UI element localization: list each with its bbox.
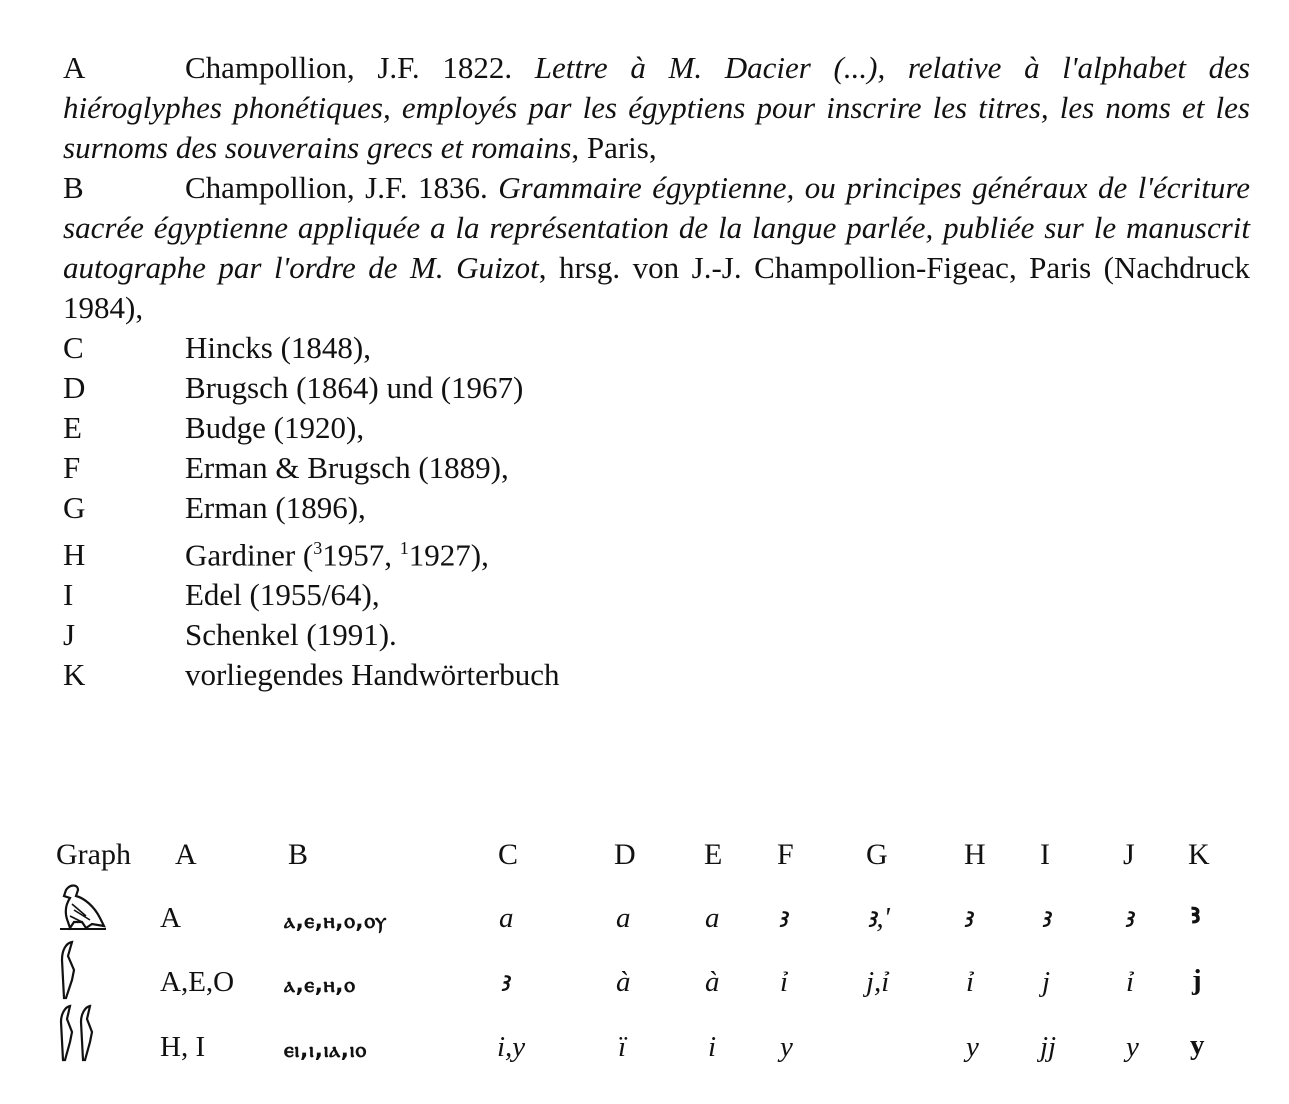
reference-title: Grammaire égyptienne, ou principes généraux de l'écriture sacrée égyptienne appliquée a la représentation de la langue parlée, publiée sur le manuscrit autographe par l'ordre de M. Guizot: [63, 170, 1251, 285]
reference-list: [63, 48, 1250, 695]
table-cell: ỉ: [780, 966, 789, 998]
table-header: E: [704, 838, 723, 871]
table-cell: jj: [1040, 1031, 1057, 1063]
table-cell: à: [616, 966, 631, 998]
reference-text: 1927),: [408, 537, 489, 573]
reference-key: B: [63, 170, 84, 205]
reference-key: E: [63, 410, 82, 445]
table-cell: a: [616, 902, 631, 934]
double-reed-hieroglyph-icon: [58, 1004, 98, 1064]
table-cell: ꜣ,': [866, 902, 890, 934]
table-cell: ỉ: [1126, 966, 1135, 998]
reference-text: Edel (1955/64),: [185, 577, 380, 613]
table-cell: ꜣ: [962, 902, 973, 934]
table-cell: y: [1190, 1029, 1205, 1061]
table-header: H: [964, 838, 986, 871]
reference-key: H: [63, 537, 86, 573]
reference-text: 1957,: [322, 537, 400, 573]
table-cell: A,E,O: [160, 966, 235, 998]
table-cell: ⲉⲓ,ⲓ,ⲓⲁ,ⲓⲟ: [284, 1038, 367, 1063]
table-header: F: [777, 838, 794, 871]
reference-key: G: [63, 490, 86, 525]
table-cell: ỉ: [966, 966, 975, 998]
table-cell: i,y: [497, 1031, 526, 1063]
table-header: B: [288, 838, 309, 871]
table-header: C: [498, 838, 519, 871]
reed-leaf-hieroglyph-icon: [58, 940, 80, 1000]
reference-key: F: [63, 450, 81, 485]
reference-text: vorliegendes Handwörterbuch: [185, 657, 560, 693]
table-cell: a: [705, 902, 720, 934]
reference-text: Schenkel (1991).: [185, 617, 397, 653]
reference-item: [63, 488, 1250, 528]
table-header: Graph: [56, 838, 131, 871]
reference-text: Hincks (1848),: [185, 330, 371, 365]
table-cell: ꜣ: [777, 902, 788, 934]
table-header: A: [175, 838, 197, 871]
table-cell: i: [708, 1031, 717, 1063]
table-header: G: [866, 838, 888, 871]
reference-key: D: [63, 370, 86, 405]
table-cell: a: [499, 902, 514, 934]
table-cell: A: [160, 902, 181, 934]
reference-text: Brugsch (1864) und (1967): [185, 370, 524, 405]
table-cell: ꜣ: [1190, 898, 1201, 930]
reference-item: [63, 48, 1250, 168]
reference-item: [63, 448, 1250, 488]
reference-item: [63, 328, 1250, 368]
reference-key: C: [63, 330, 84, 365]
reference-item: [63, 575, 1250, 615]
table-cell: ï: [618, 1031, 627, 1063]
reference-item: [63, 368, 1250, 408]
reference-author: Champollion, J.F. 1822.: [185, 50, 513, 85]
reference-item: [63, 408, 1250, 448]
table-cell: ꜣ: [1040, 902, 1051, 934]
table-cell: j,ỉ: [866, 966, 890, 998]
reference-item: [63, 528, 1250, 575]
table-header: D: [614, 838, 636, 871]
table-cell: ꜣ: [1123, 902, 1134, 934]
reference-key: I: [63, 577, 74, 613]
reference-item: [63, 615, 1250, 655]
table-cell: y: [966, 1031, 979, 1063]
reference-rest: , hrsg. von J.-J. Champollion-Figeac, Paris (Nachdruck 1984),: [63, 250, 1250, 325]
table-cell: H, I: [160, 1031, 206, 1063]
reference-text: Budge (1920),: [185, 410, 365, 445]
reference-title: Lettre à M. Dacier (...), relative à l'alphabet des hiéroglyphes phonétiques, employés par les égyptiens pour inscrire les titres, les noms et les surnoms des souverains grecs et romains: [63, 50, 1251, 165]
table-cell: y: [1126, 1031, 1139, 1063]
reference-text: Gardiner (: [185, 537, 314, 573]
superscript: 1: [399, 538, 409, 558]
table-header: K: [1188, 838, 1210, 871]
reference-key: K: [63, 657, 86, 693]
reference-rest: , Paris,: [571, 130, 657, 165]
table-cell: y: [780, 1031, 793, 1063]
table-header: J: [1123, 838, 1135, 871]
table-cell: ⲁ,ⲉ,ⲏ,ⲟ,ⲟⲩ: [284, 909, 387, 934]
reference-item: [63, 655, 1250, 695]
reference-key: A: [63, 50, 86, 85]
vulture-hieroglyph-icon: [56, 882, 108, 932]
superscript: 3: [313, 538, 323, 558]
reference-item: [63, 168, 1250, 328]
reference-text: Erman & Brugsch (1889),: [185, 450, 509, 485]
table-cell: j: [1042, 966, 1051, 998]
table-cell: ꜣ: [499, 966, 510, 998]
table-header: I: [1040, 838, 1050, 871]
reference-text: Erman (1896),: [185, 490, 366, 525]
reference-author: Champollion, J.F. 1836.: [185, 170, 488, 205]
table-cell: ⲁ,ⲉ,ⲏ,ⲟ: [284, 973, 356, 998]
table-cell: j: [1192, 964, 1202, 996]
reference-key: J: [63, 617, 76, 653]
table-cell: à: [705, 966, 720, 998]
